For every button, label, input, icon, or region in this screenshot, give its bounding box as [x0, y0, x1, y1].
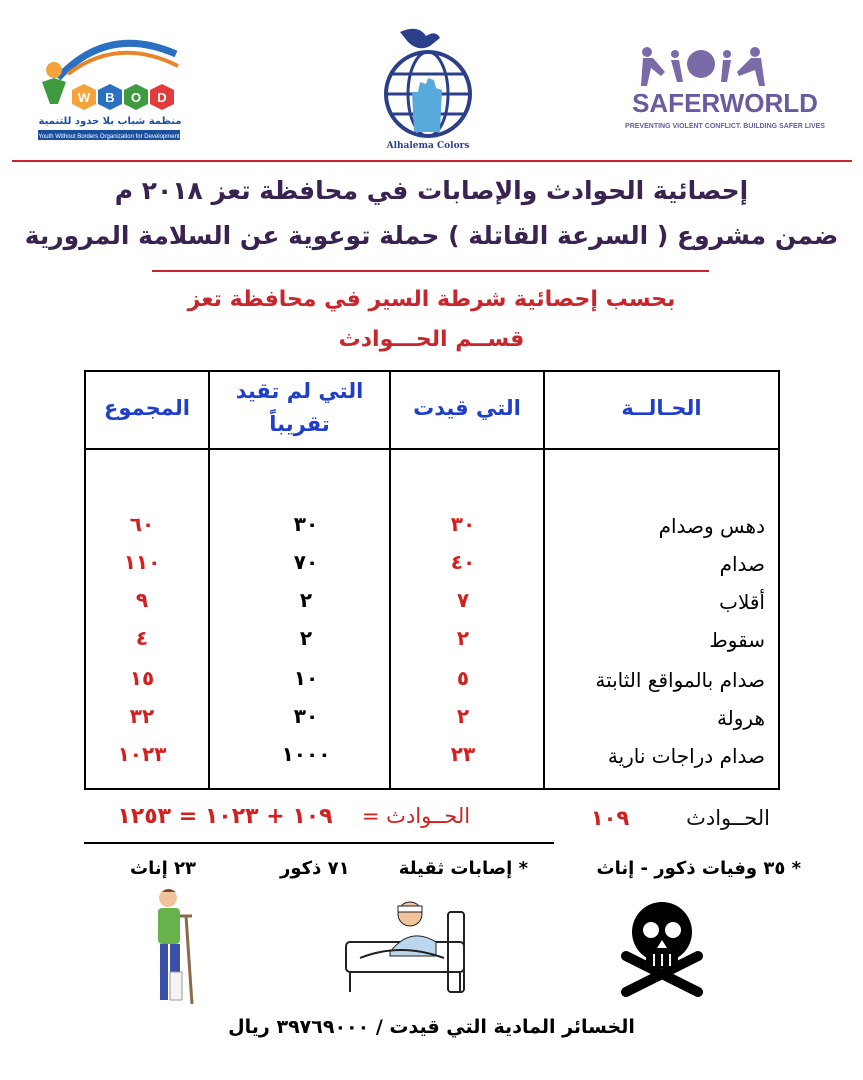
header-unrecorded: التي لم تقيد — [235, 379, 364, 403]
wbod-arabic-caption: منظمة شباب بلا حدود للتنمية — [38, 116, 182, 127]
saferworld-logo — [625, 42, 830, 134]
total-value: ٣٢ — [129, 704, 155, 728]
unrecorded-value: ٣٠ — [293, 512, 319, 536]
total-value: ١٥ — [129, 666, 155, 690]
recorded-value: ٣٠ — [450, 512, 476, 536]
unrecorded-value: ٢ — [299, 588, 313, 612]
unrecorded-value: ١٠٠٠ — [281, 742, 331, 766]
header-unrecorded-approx: تقريباً — [269, 412, 330, 436]
table-column-divider — [543, 370, 545, 790]
injuries-note: * إصابات ثقيلة — [398, 858, 528, 879]
material-losses: الخسائر المادية التي قيدت / ٣٩٧٦٩٠٠٠ ريال — [228, 1016, 635, 1038]
recorded-value: ٤٠ — [450, 550, 476, 574]
wbod-english-caption: Youth Without Borders Organization for Development — [38, 134, 180, 140]
recorded-value: ٢ — [456, 626, 470, 650]
table-header-divider — [84, 448, 780, 450]
row-label: صدام — [719, 552, 765, 576]
header-total: المجموع — [104, 396, 190, 420]
recorded-value: ٥ — [456, 666, 470, 690]
accidents-label: الحــوادث — [686, 806, 770, 830]
males-count: ٧١ ذكور — [280, 858, 350, 879]
total-value: ٤ — [135, 626, 149, 650]
recorded-value: ٢ — [456, 704, 470, 728]
row-label: دهس وصدام — [658, 514, 765, 538]
recorded-value: ٢٣ — [450, 742, 476, 766]
title-line2: ضمن مشروع ( السرعة القاتلة ) حملة توعوية عن السلامة المرورية — [24, 221, 839, 250]
row-label: سقوط — [709, 628, 765, 652]
skull-crossbones-icon — [612, 896, 712, 1000]
row-label: أقلاب — [719, 590, 765, 614]
unrecorded-value: ٧٠ — [293, 550, 319, 574]
unrecorded-value: ٣٠ — [293, 704, 319, 728]
total-value: ١٠٢٣ — [117, 742, 167, 766]
deaths-note: * ٣٥ وفيات ذكور - إناث — [596, 858, 801, 879]
alhalema-caption: Alhalema Colors — [386, 141, 470, 151]
females-count: ٢٣ إناث — [130, 858, 197, 879]
row-label: هرولة — [716, 706, 765, 730]
subtitle-section: قســم الحـــوادث — [338, 327, 525, 352]
table-column-divider — [389, 370, 391, 790]
wbod-letter-d: D — [157, 90, 167, 105]
title-divider — [152, 270, 709, 272]
wbod-letter-b: B — [105, 90, 115, 105]
subtitle-source: بحسب إحصائية شرطة السير في محافظة تعز — [187, 287, 676, 312]
header-recorded: التي قيدت — [413, 396, 521, 420]
accidents-value: ١٠٩ — [590, 806, 630, 830]
sum-equation: ١٠٩ + ١٠٢٣ = ١٢٥٣ — [117, 804, 333, 829]
wbod-logo — [28, 26, 188, 144]
unrecorded-value: ٢ — [299, 626, 313, 650]
total-value: ١١٠ — [123, 550, 161, 574]
recorded-value: ٧ — [456, 588, 470, 612]
row-label: صدام بالمواقع الثابتة — [595, 668, 765, 692]
alhalema-logo — [378, 22, 478, 154]
header-divider — [12, 160, 852, 162]
total-value: ٦٠ — [129, 512, 155, 536]
wbod-letter-w: W — [77, 90, 91, 105]
unrecorded-value: ١٠ — [293, 666, 319, 690]
hospital-bed-icon — [340, 892, 470, 998]
totals-divider — [84, 842, 554, 844]
saferworld-tagline: PREVENTING VIOLENT CONFLICT. BUILDING SAFER LIVES — [625, 123, 825, 130]
header-case: الحـالــة — [621, 396, 702, 420]
total-value: ٩ — [135, 588, 149, 612]
injured-person-crutch-icon — [140, 886, 210, 1010]
saferworld-title: SAFERWORLD — [632, 88, 818, 118]
title-line1: إحصائية الحوادث والإصابات في محافظة تعز ٢٠١٨ م — [114, 176, 749, 205]
wbod-letter-o: O — [130, 90, 142, 105]
row-label: صدام دراجات نارية — [607, 744, 765, 768]
sum-label: الحــوادث = — [361, 804, 471, 828]
